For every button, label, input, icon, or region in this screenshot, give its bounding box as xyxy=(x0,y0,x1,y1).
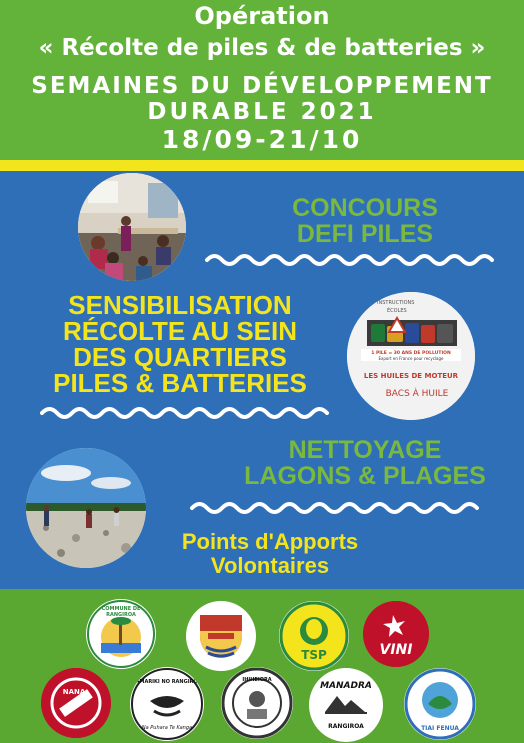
polynesia-coat-of-arms-logo xyxy=(186,601,256,671)
points-line2: Volontaires xyxy=(210,553,330,578)
tamariki-rangiroa-logo xyxy=(130,667,204,741)
points-apport-heading xyxy=(150,530,390,578)
manadra-rangiroa-logo xyxy=(309,668,383,742)
nettoyage-heading xyxy=(240,437,490,489)
sensibilisation-line3: DES QUARTIERS xyxy=(73,342,287,372)
sign-huiles: LES HUILES DE MOTEUR xyxy=(363,372,459,380)
nana-label: NANA xyxy=(62,688,86,696)
sign-instructions: INSTRUCTIONS xyxy=(377,300,415,306)
tiai-fenua-label: TIAI FENUA xyxy=(421,725,459,732)
rangiroa-label: RANGIROA xyxy=(106,612,136,618)
ihiheiora-label: IHIHEIORA xyxy=(242,677,272,683)
battery-recycling-note: Export en France pour recyclage xyxy=(378,356,444,361)
classroom-photo xyxy=(78,173,186,281)
header-event-line1: SEMAINES DU DÉVELOPPEMENT xyxy=(31,73,493,99)
tamariki-bottom-label: Na Puhara Te Kanga xyxy=(141,725,193,731)
tamariki-top-label: TAMARIKI NO RANGIROA xyxy=(132,679,202,685)
sensibilisation-heading xyxy=(30,292,330,396)
header-dates: 18/09-21/10 xyxy=(161,125,363,154)
nettoyage-line2: LAGONS & PLAGES xyxy=(244,462,486,490)
commune-label: COMMUNE DE xyxy=(101,606,141,612)
tsp-logo xyxy=(279,601,349,671)
tsp-label: TSP xyxy=(301,648,327,662)
concours-line1: CONCOURS xyxy=(292,194,438,222)
sign-bacs: BACS À HUILE xyxy=(385,389,449,399)
header-subtitle: « Récolte de piles & de batteries » xyxy=(38,35,486,61)
yellow-divider xyxy=(0,160,524,171)
wave-divider-1 xyxy=(205,252,495,268)
ihiheiora-logo xyxy=(221,667,293,739)
wave-divider-3 xyxy=(190,500,490,516)
sensibilisation-line2: RÉCOLTE AU SEIN xyxy=(62,316,297,346)
battery-warning: 1 PILE = 30 ANS DE POLLUTION xyxy=(371,351,451,356)
concours-heading xyxy=(260,195,470,247)
batteries-photo xyxy=(347,292,475,420)
wave-divider-2 xyxy=(40,405,330,421)
commune-rangiroa-logo xyxy=(86,599,156,669)
nettoyage-line1: NETTOYAGE xyxy=(288,436,442,464)
nana-logo xyxy=(41,668,111,738)
header-event-line2: DURABLE 2021 xyxy=(147,99,377,125)
points-line1: Points d'Apports xyxy=(181,529,359,554)
manadra-label: MANADRA xyxy=(320,681,372,691)
sign-ecoles: ÉCOLES xyxy=(387,308,407,314)
sensibilisation-line4: PILES & BATTERIES xyxy=(53,368,307,398)
header-title: Opération xyxy=(194,2,330,30)
tiai-fenua-logo xyxy=(404,668,476,740)
beach-photo xyxy=(26,448,146,568)
header-banner xyxy=(0,0,524,160)
concours-line2: DEFI PILES xyxy=(296,220,434,248)
sensibilisation-line1: SENSIBILISATION xyxy=(68,290,292,320)
manadra-rangiroa-label: RANGIROA xyxy=(328,723,364,730)
vini-label: VINI xyxy=(379,642,413,658)
vini-logo xyxy=(363,601,429,667)
